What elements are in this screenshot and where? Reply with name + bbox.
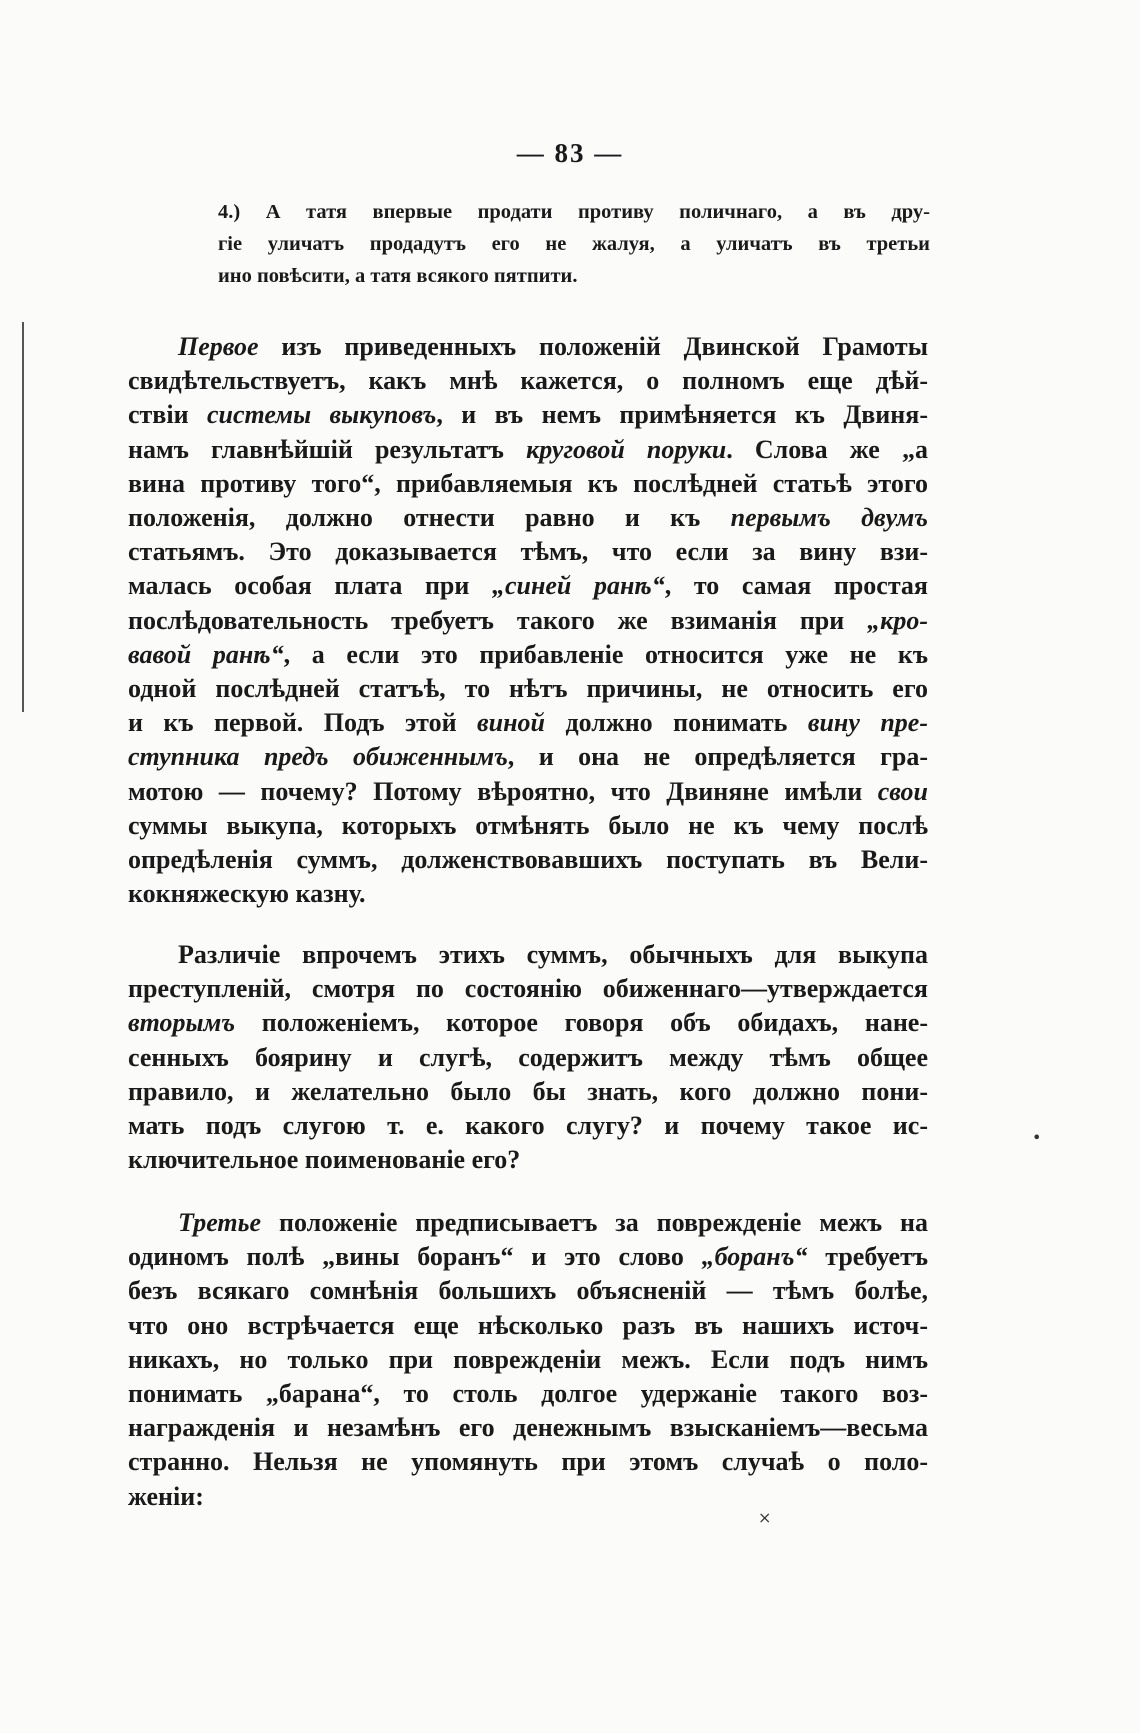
text-line — [128, 809, 928, 843]
text-line — [128, 569, 928, 603]
text-run: , и она не опредѣляется гра- — [507, 742, 928, 772]
text-line — [128, 501, 928, 535]
emphasis: системы выкуповъ — [206, 400, 437, 430]
text-run: ключительное поименованіе его? — [128, 1145, 521, 1175]
quote-line: 4.) А татя впервые продати противу поличнаго, а въ дру- — [218, 201, 930, 223]
quoted-statute — [218, 196, 930, 292]
paragraph-third — [128, 1206, 928, 1514]
text-run: Различіе впрочемъ этихъ суммъ, обычныхъ для выкупа — [178, 940, 928, 969]
text-run: изъ приведенныхъ положеній Двинской Грамоты — [258, 332, 928, 361]
text-line — [128, 1240, 928, 1274]
text-run: , а если это прибавленіе относится уже не къ — [283, 639, 928, 669]
text-line — [128, 1006, 928, 1040]
text-line — [128, 1041, 928, 1075]
quote-line: гіе уличатъ продадутъ его не жалуя, а уличатъ въ третьи — [218, 233, 930, 255]
text-run: награжденія и незамѣнъ его денежнымъ взысканіемъ—весьма — [128, 1413, 928, 1443]
text-run: странно. Нельзя не упомянуть при этомъ случаѣ о поло- — [128, 1447, 928, 1477]
text-line — [128, 672, 928, 706]
text-run: положеніемъ, которое говоря объ обидахъ, нане- — [235, 1008, 928, 1038]
paragraph-first — [128, 330, 928, 911]
emphasis: вину пре- — [807, 708, 928, 738]
text-line — [128, 740, 928, 774]
text-run: кокняжескую казну. — [128, 879, 366, 909]
text-line — [128, 1309, 928, 1343]
text-line — [128, 604, 928, 638]
text-line — [128, 398, 928, 432]
text-line — [128, 1445, 928, 1479]
ink-speck: × — [758, 1508, 772, 1527]
text-run: мотою — почему? Потому вѣроятно, что Двиняне имѣли — [128, 776, 878, 806]
text-run: одиномъ полѣ „вины боранъ“ и это слово — [128, 1242, 702, 1272]
emphasis: „синей ранѣ“ — [491, 571, 665, 601]
emphasis: „боранъ“ — [701, 1242, 808, 1272]
text-run: , и въ немъ примѣняется къ Двиня- — [436, 400, 928, 430]
text-run: малась особая плата при — [128, 571, 492, 601]
text-line — [128, 1206, 928, 1240]
text-line — [128, 467, 928, 501]
text-line — [128, 877, 928, 911]
emphasis: виной — [477, 708, 546, 738]
text-run: послѣдовательность требуетъ такого же взиманія при — [128, 605, 868, 635]
quote-line: ино повѣсити, а татя всякого пятпити. — [218, 265, 578, 287]
text-run: положеніе предписываетъ за поврежденіе межъ на — [261, 1208, 928, 1237]
text-run: . Слова же „а — [726, 434, 928, 464]
text-line — [128, 1075, 928, 1109]
text-run: понимать „барана“, то столь долгое удержаніе такого воз- — [128, 1379, 928, 1409]
text-line — [128, 1377, 928, 1411]
text-run: требуетъ — [807, 1242, 928, 1272]
text-run: статьямъ. Это доказывается тѣмъ, что если за вину взи- — [128, 537, 928, 567]
emphasis: круговой поруки — [526, 434, 727, 464]
emphasis: Третье — [178, 1208, 262, 1237]
text-run: сенныхъ боярину и слугѣ, содержитъ между тѣмъ общее — [128, 1042, 928, 1072]
text-run: опредѣленія суммъ, долженствовавшихъ поступать въ Вели- — [128, 845, 928, 875]
text-run: вина противу того“, прибавляемыя къ послѣдней статьѣ этого — [128, 468, 928, 498]
text-line — [128, 1143, 928, 1177]
margin-rule — [22, 322, 24, 712]
text-run: положенія, должно отнести равно и къ — [128, 503, 731, 533]
text-line — [128, 330, 928, 364]
emphasis: вавой ранѣ“ — [128, 639, 284, 669]
text-run: должно понимать — [545, 708, 808, 738]
text-run: безъ всякаго сомнѣнія большихъ объясненій — тѣмъ болѣе, — [128, 1276, 928, 1306]
emphasis: ступника предъ обиженнымъ — [128, 742, 508, 772]
text-line — [128, 1480, 928, 1514]
text-run: , то самая простая — [664, 571, 928, 601]
text-line — [128, 843, 928, 877]
text-line — [128, 364, 928, 398]
text-run: намъ главнѣйшій результатъ — [128, 434, 527, 464]
text-run: одной послѣдней статъѣ, то нѣтъ причины, не относить его — [128, 674, 928, 704]
text-run: ствіи — [128, 400, 207, 430]
text-line — [128, 433, 928, 467]
text-run: и къ первой. Подъ этой — [128, 708, 478, 738]
emphasis: Первое — [178, 332, 259, 361]
text-line — [128, 938, 928, 972]
text-line — [128, 1109, 928, 1143]
emphasis: „кро- — [867, 605, 928, 635]
page-number: — 83 — — [516, 138, 624, 168]
text-line — [128, 638, 928, 672]
text-run: преступленій, смотря по состоянію обиженнаго—утверждается — [128, 974, 928, 1004]
text-run: что оно встрѣчается еще нѣсколько разъ въ нашихъ источ- — [128, 1310, 928, 1340]
emphasis: вторымъ — [128, 1008, 236, 1038]
text-line — [128, 775, 928, 809]
text-run: женіи: — [128, 1481, 204, 1511]
text-run: свидѣтельствуетъ, какъ мнѣ кажется, о полномъ еще дѣй- — [128, 366, 928, 396]
text-line — [128, 972, 928, 1006]
text-line — [128, 535, 928, 569]
text-run: суммы выкупа, которыхъ отмѣнять было не къ чему послѣ — [128, 810, 928, 840]
paragraph-second — [128, 938, 928, 1177]
text-run: мать подъ слугою т. е. какого слугу? и почему такое ис- — [128, 1111, 928, 1141]
text-line — [128, 1411, 928, 1445]
text-line — [128, 706, 928, 740]
emphasis: первымъ двумъ — [730, 503, 928, 533]
text-run: никахъ, но только при поврежденіи межъ. Если подъ нимъ — [128, 1344, 928, 1374]
text-line — [128, 1274, 928, 1308]
emphasis: свои — [877, 776, 928, 806]
ink-speck: • — [1032, 1128, 1042, 1147]
text-line — [128, 1343, 928, 1377]
text-run: правило, и желательно было бы знать, кого должно пони- — [128, 1076, 928, 1106]
